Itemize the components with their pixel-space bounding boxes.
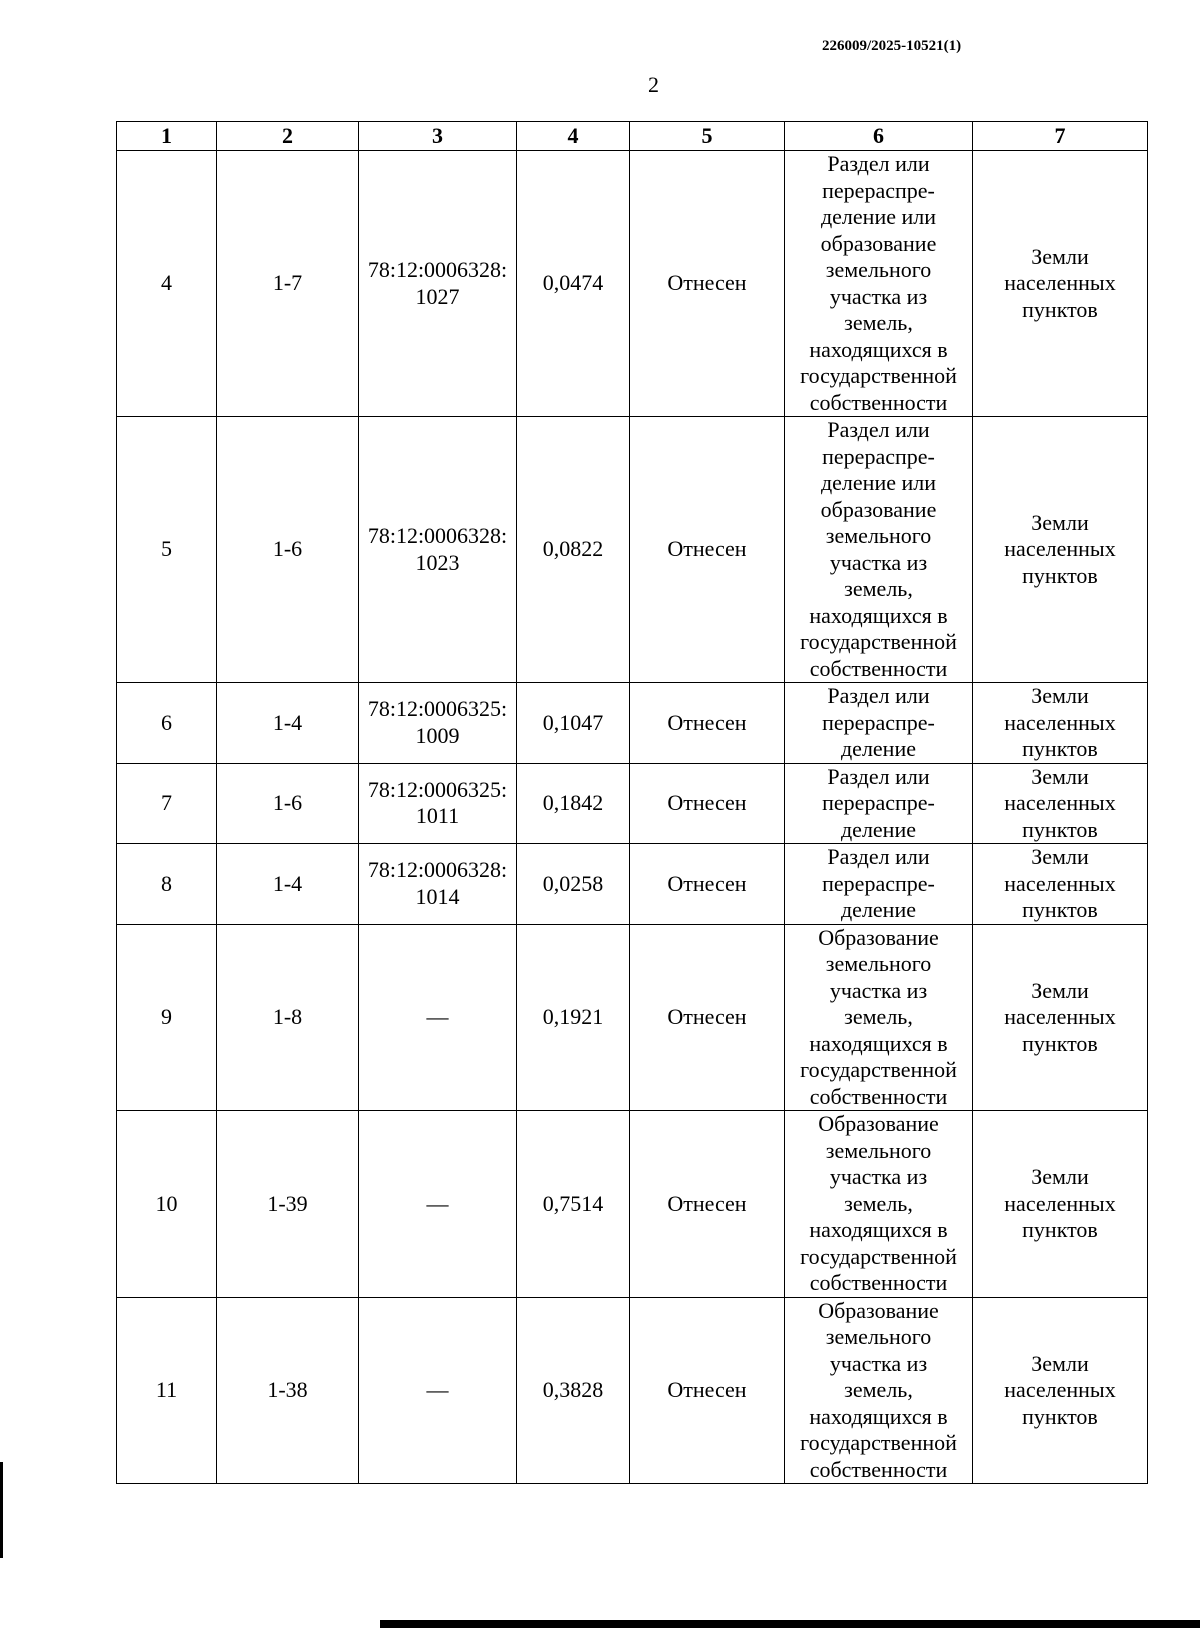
cadastral-line: — [426, 1004, 449, 1029]
cell-category-line: Земли [1031, 1164, 1089, 1189]
page-number: 2 [648, 72, 659, 97]
cell-row-number: 11 [117, 1297, 217, 1484]
column-header-4: 4 [517, 122, 630, 151]
table-row [117, 763, 1148, 844]
table-header-row [117, 122, 1148, 151]
cell-purpose-line: Образование [818, 1297, 939, 1323]
cell-purpose [785, 151, 973, 417]
cell-cadastral-number [359, 683, 517, 764]
cell-area: 0,3828 [517, 1297, 630, 1484]
cell-area: 0,7514 [517, 1111, 630, 1298]
cell-purpose-line: деление или [820, 470, 937, 495]
cell-status: Отнесен [630, 763, 785, 844]
cell-category-line: населенных [1004, 870, 1116, 896]
table-row [117, 683, 1148, 764]
cell-category-line: пунктов [1022, 296, 1098, 322]
cell-category [973, 844, 1148, 925]
cell-purpose-line: Раздел или [827, 763, 930, 789]
cell-category [973, 683, 1148, 764]
cell-purpose-line: государственной [800, 1243, 957, 1269]
cell-purpose-line: перераспре- [822, 709, 935, 735]
cell-points: 1-38 [217, 1297, 359, 1484]
column-header-1: 1 [117, 122, 217, 151]
cell-category-line: населенных [1004, 536, 1116, 562]
cell-row-number: 6 [117, 683, 217, 764]
cadastral-line: 1014 [415, 883, 460, 909]
cell-status: Отнесен [630, 1297, 785, 1484]
cell-purpose-line: находящихся в [809, 1217, 948, 1242]
cell-purpose-line: деление [840, 736, 916, 761]
cell-purpose-line: участка из [829, 549, 928, 575]
cell-purpose-line: перераспре- [822, 443, 935, 469]
cell-category-line: Земли [1031, 844, 1089, 869]
cell-area: 0,1047 [517, 683, 630, 764]
cell-category-line: населенных [1004, 1377, 1116, 1402]
cell-purpose [785, 844, 973, 925]
cell-area: 0,0258 [517, 844, 630, 925]
cell-purpose-line: собственности [809, 1456, 948, 1482]
cell-purpose-line: деление [840, 897, 916, 922]
column-header-6: 6 [785, 122, 973, 151]
cell-cadastral-number [359, 151, 517, 417]
cell-category-line: пунктов [1022, 736, 1098, 761]
table-body [117, 151, 1148, 1484]
cell-purpose [785, 417, 973, 683]
bottom-scan-edge [380, 1620, 1200, 1628]
cell-row-number: 8 [117, 844, 217, 925]
cell-purpose-line: земель, [844, 1004, 913, 1029]
cell-purpose [785, 763, 973, 844]
cell-category-line: Земли [1031, 509, 1089, 535]
cell-purpose-line: образование [820, 230, 937, 256]
cell-purpose-line: перераспре- [822, 870, 935, 896]
cell-purpose-line: государственной [800, 629, 957, 654]
cell-category [973, 1297, 1148, 1484]
cell-category-line: пунктов [1022, 1217, 1098, 1242]
cell-category-line: населенных [1004, 790, 1116, 815]
cadastral-line: 78:12:0006328: [367, 523, 508, 548]
cell-purpose-line: участка из [829, 283, 928, 309]
cell-purpose-line: деление или [820, 204, 937, 229]
cell-purpose-line: собственности [809, 389, 948, 415]
cell-purpose-line: земель, [844, 1190, 913, 1216]
table-row [117, 1297, 1148, 1484]
cell-purpose-line: земель, [844, 1377, 913, 1402]
cell-row-number: 5 [117, 417, 217, 683]
cell-purpose-line: Раздел или [827, 417, 930, 442]
cadastral-line: 1027 [415, 283, 460, 309]
cell-category-line: Земли [1031, 977, 1089, 1003]
cell-purpose-line: собственности [809, 1270, 948, 1295]
cell-category-line: пунктов [1022, 1030, 1098, 1056]
cell-cadastral-number [359, 763, 517, 844]
cell-points: 1-4 [217, 844, 359, 925]
land-plots-table [116, 121, 1148, 1484]
cell-purpose-line: собственности [809, 655, 948, 681]
cell-purpose-line: земельного [825, 257, 932, 282]
cell-purpose [785, 924, 973, 1111]
cell-purpose-line: государственной [800, 363, 957, 388]
cell-cadastral-number [359, 1297, 517, 1484]
cell-category-line: населенных [1004, 709, 1116, 735]
cell-purpose-line: собственности [809, 1083, 948, 1109]
cadastral-line: 1023 [415, 549, 460, 575]
cell-purpose-line: перераспре- [822, 790, 935, 815]
cell-category-line: Земли [1031, 1350, 1089, 1376]
cell-cadastral-number [359, 844, 517, 925]
cell-row-number: 10 [117, 1111, 217, 1298]
cell-status: Отнесен [630, 924, 785, 1111]
cell-category-line: пунктов [1022, 897, 1098, 922]
cadastral-line: 78:12:0006325: [367, 696, 508, 722]
cell-purpose-line: находящихся в [809, 1030, 948, 1056]
cell-area: 0,0822 [517, 417, 630, 683]
cell-area: 0,1842 [517, 763, 630, 844]
cell-purpose-line: участка из [829, 977, 928, 1003]
cadastral-line: 1009 [415, 722, 460, 748]
cell-points: 1-8 [217, 924, 359, 1111]
cell-category [973, 1111, 1148, 1298]
cell-purpose-line: Образование [818, 924, 939, 950]
cell-purpose-line: земельного [825, 951, 932, 976]
cadastral-line: — [426, 1190, 449, 1216]
cell-category-line: Земли [1031, 243, 1089, 269]
cell-purpose-line: участка из [829, 1164, 928, 1189]
cell-area: 0,1921 [517, 924, 630, 1111]
cell-category-line: Земли [1031, 763, 1089, 789]
cell-purpose-line: государственной [800, 1057, 957, 1082]
cell-purpose-line: Раздел или [827, 683, 930, 708]
cell-cadastral-number [359, 924, 517, 1111]
column-header-5: 5 [630, 122, 785, 151]
cell-points: 1-39 [217, 1111, 359, 1298]
cell-category-line: Земли [1031, 683, 1089, 708]
cell-purpose-line: земельного [825, 1137, 932, 1163]
table-row [117, 151, 1148, 417]
cell-purpose-line: перераспре- [822, 177, 935, 203]
cell-purpose-line: государственной [800, 1430, 957, 1455]
cell-purpose-line: Раздел или [827, 844, 930, 869]
cell-points: 1-7 [217, 151, 359, 417]
cell-points: 1-6 [217, 417, 359, 683]
cadastral-line: 1011 [415, 803, 460, 829]
cell-category-line: пунктов [1022, 1403, 1098, 1429]
cell-purpose-line: Образование [818, 1111, 939, 1136]
cell-status: Отнесен [630, 417, 785, 683]
cell-category-line: пунктов [1022, 816, 1098, 842]
cell-category [973, 417, 1148, 683]
cell-purpose-line: образование [820, 496, 937, 522]
cell-status: Отнесен [630, 151, 785, 417]
cadastral-line: 78:12:0006325: [367, 776, 508, 802]
cell-category-line: населенных [1004, 270, 1116, 296]
cell-cadastral-number [359, 1111, 517, 1298]
cell-purpose [785, 683, 973, 764]
cell-area: 0,0474 [517, 151, 630, 417]
cell-category [973, 924, 1148, 1111]
cell-status: Отнесен [630, 683, 785, 764]
left-scan-edge [0, 1462, 3, 1558]
cell-category [973, 763, 1148, 844]
cell-category [973, 151, 1148, 417]
cadastral-line: 78:12:0006328: [367, 857, 508, 883]
cell-row-number: 9 [117, 924, 217, 1111]
column-header-7: 7 [973, 122, 1148, 151]
column-header-2: 2 [217, 122, 359, 151]
cell-purpose-line: находящихся в [809, 602, 948, 628]
table-row [117, 924, 1148, 1111]
column-header-3: 3 [359, 122, 517, 151]
cell-purpose-line: участка из [829, 1350, 928, 1376]
cell-purpose-line: деление [840, 816, 916, 842]
cell-purpose-line: земель, [844, 576, 913, 601]
cell-points: 1-4 [217, 683, 359, 764]
cell-purpose-line: земельного [825, 1324, 932, 1349]
cell-purpose [785, 1297, 973, 1484]
cell-purpose-line: земельного [825, 523, 932, 548]
cell-row-number: 7 [117, 763, 217, 844]
cell-row-number: 4 [117, 151, 217, 417]
cell-purpose-line: находящихся в [809, 1403, 948, 1429]
cell-category-line: населенных [1004, 1190, 1116, 1216]
cadastral-line: — [426, 1377, 449, 1402]
table-row [117, 417, 1148, 683]
cell-status: Отнесен [630, 1111, 785, 1298]
cell-purpose-line: находящихся в [809, 336, 948, 362]
cell-category-line: населенных [1004, 1004, 1116, 1029]
cell-purpose-line: земель, [844, 310, 913, 335]
cell-purpose-line: Раздел или [827, 151, 930, 176]
document-number: 226009/2025-10521(1) [822, 38, 962, 54]
cadastral-line: 78:12:0006328: [367, 257, 508, 282]
cell-cadastral-number [359, 417, 517, 683]
cell-purpose [785, 1111, 973, 1298]
cell-category-line: пунктов [1022, 562, 1098, 588]
cell-points: 1-6 [217, 763, 359, 844]
cell-status: Отнесен [630, 844, 785, 925]
table-row [117, 1111, 1148, 1298]
table-row [117, 844, 1148, 925]
